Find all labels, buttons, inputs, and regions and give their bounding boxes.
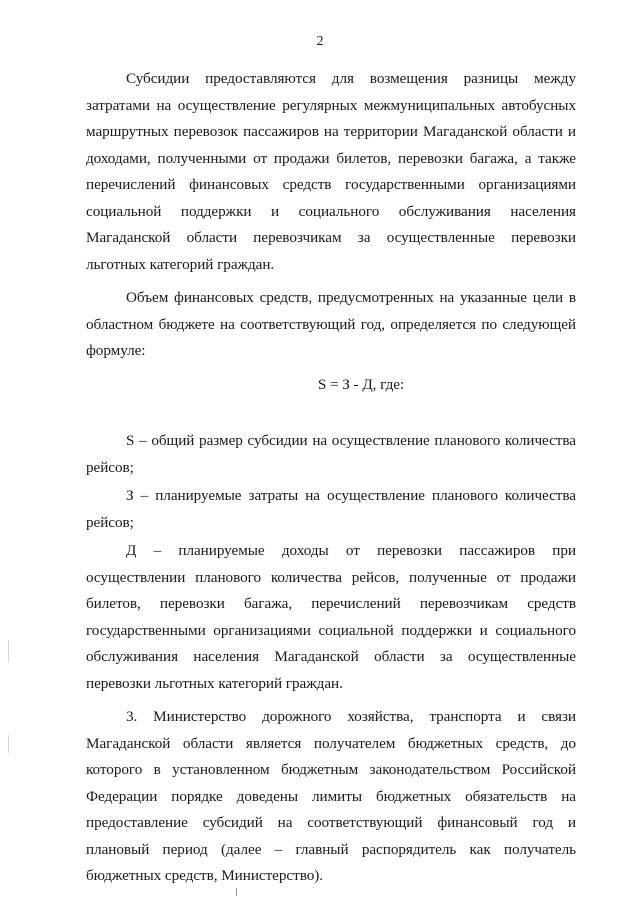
definition-d: Д – планируемые доходы от перевозки пассажиров при осуществлении планового количества рейсов, полученные от продажи билетов, перевозки багажа, перечислений перевозчикам средств государственными организациями социальной поддержки и социального обслуживания населения Магаданской области за осуществленные перевозки льготных категорий граждан.: [86, 542, 576, 692]
definition-z: З – планируемые затраты на осуществление планового количества рейсов;: [86, 487, 576, 531]
scan-edge-mark: [8, 735, 9, 753]
definition-s: S – общий размер субсидии на осуществление планового количества рейсов;: [86, 432, 576, 476]
scan-artifact: [236, 888, 237, 896]
document-body: [86, 66, 576, 897]
paragraph-subsidies-purpose: Субсидии предоставляются для возмещения разницы между затратами на осуществление регулярных межмуниципальных автобусных маршрутных перевозок пассажиров на территории Магаданской области и доходами, полученными от продажи билетов, перевозки багажа, а также перечислений финансовых средств государственными организациями социальной поддержки и социального обслуживания населения Магаданской области перевозчикам за осуществленные перевозки льготных категорий граждан.: [86, 70, 576, 273]
paragraph-funding-volume: Объем финансовых средств, предусмотренных на указанные цели в областном бюджете на соответствующий год, определяется по следующей формуле:: [86, 289, 576, 359]
scan-edge-mark: [8, 640, 9, 662]
formula: S = З - Д, где:: [317, 375, 405, 393]
page-number: 2: [316, 34, 324, 49]
paragraph-clause-3: 3. Министерство дорожного хозяйства, транспорта и связи Магаданской области является получателем бюджетных средств, до которого в установленном бюджетным законодательством Российской Федерации порядке доведены лимиты бюджетных обязательств на предоставление субсидий на соответствующий финансовый год и плановый период (далее – главный распорядитель как получатель бюджетных средств, Министерство).: [86, 708, 576, 884]
